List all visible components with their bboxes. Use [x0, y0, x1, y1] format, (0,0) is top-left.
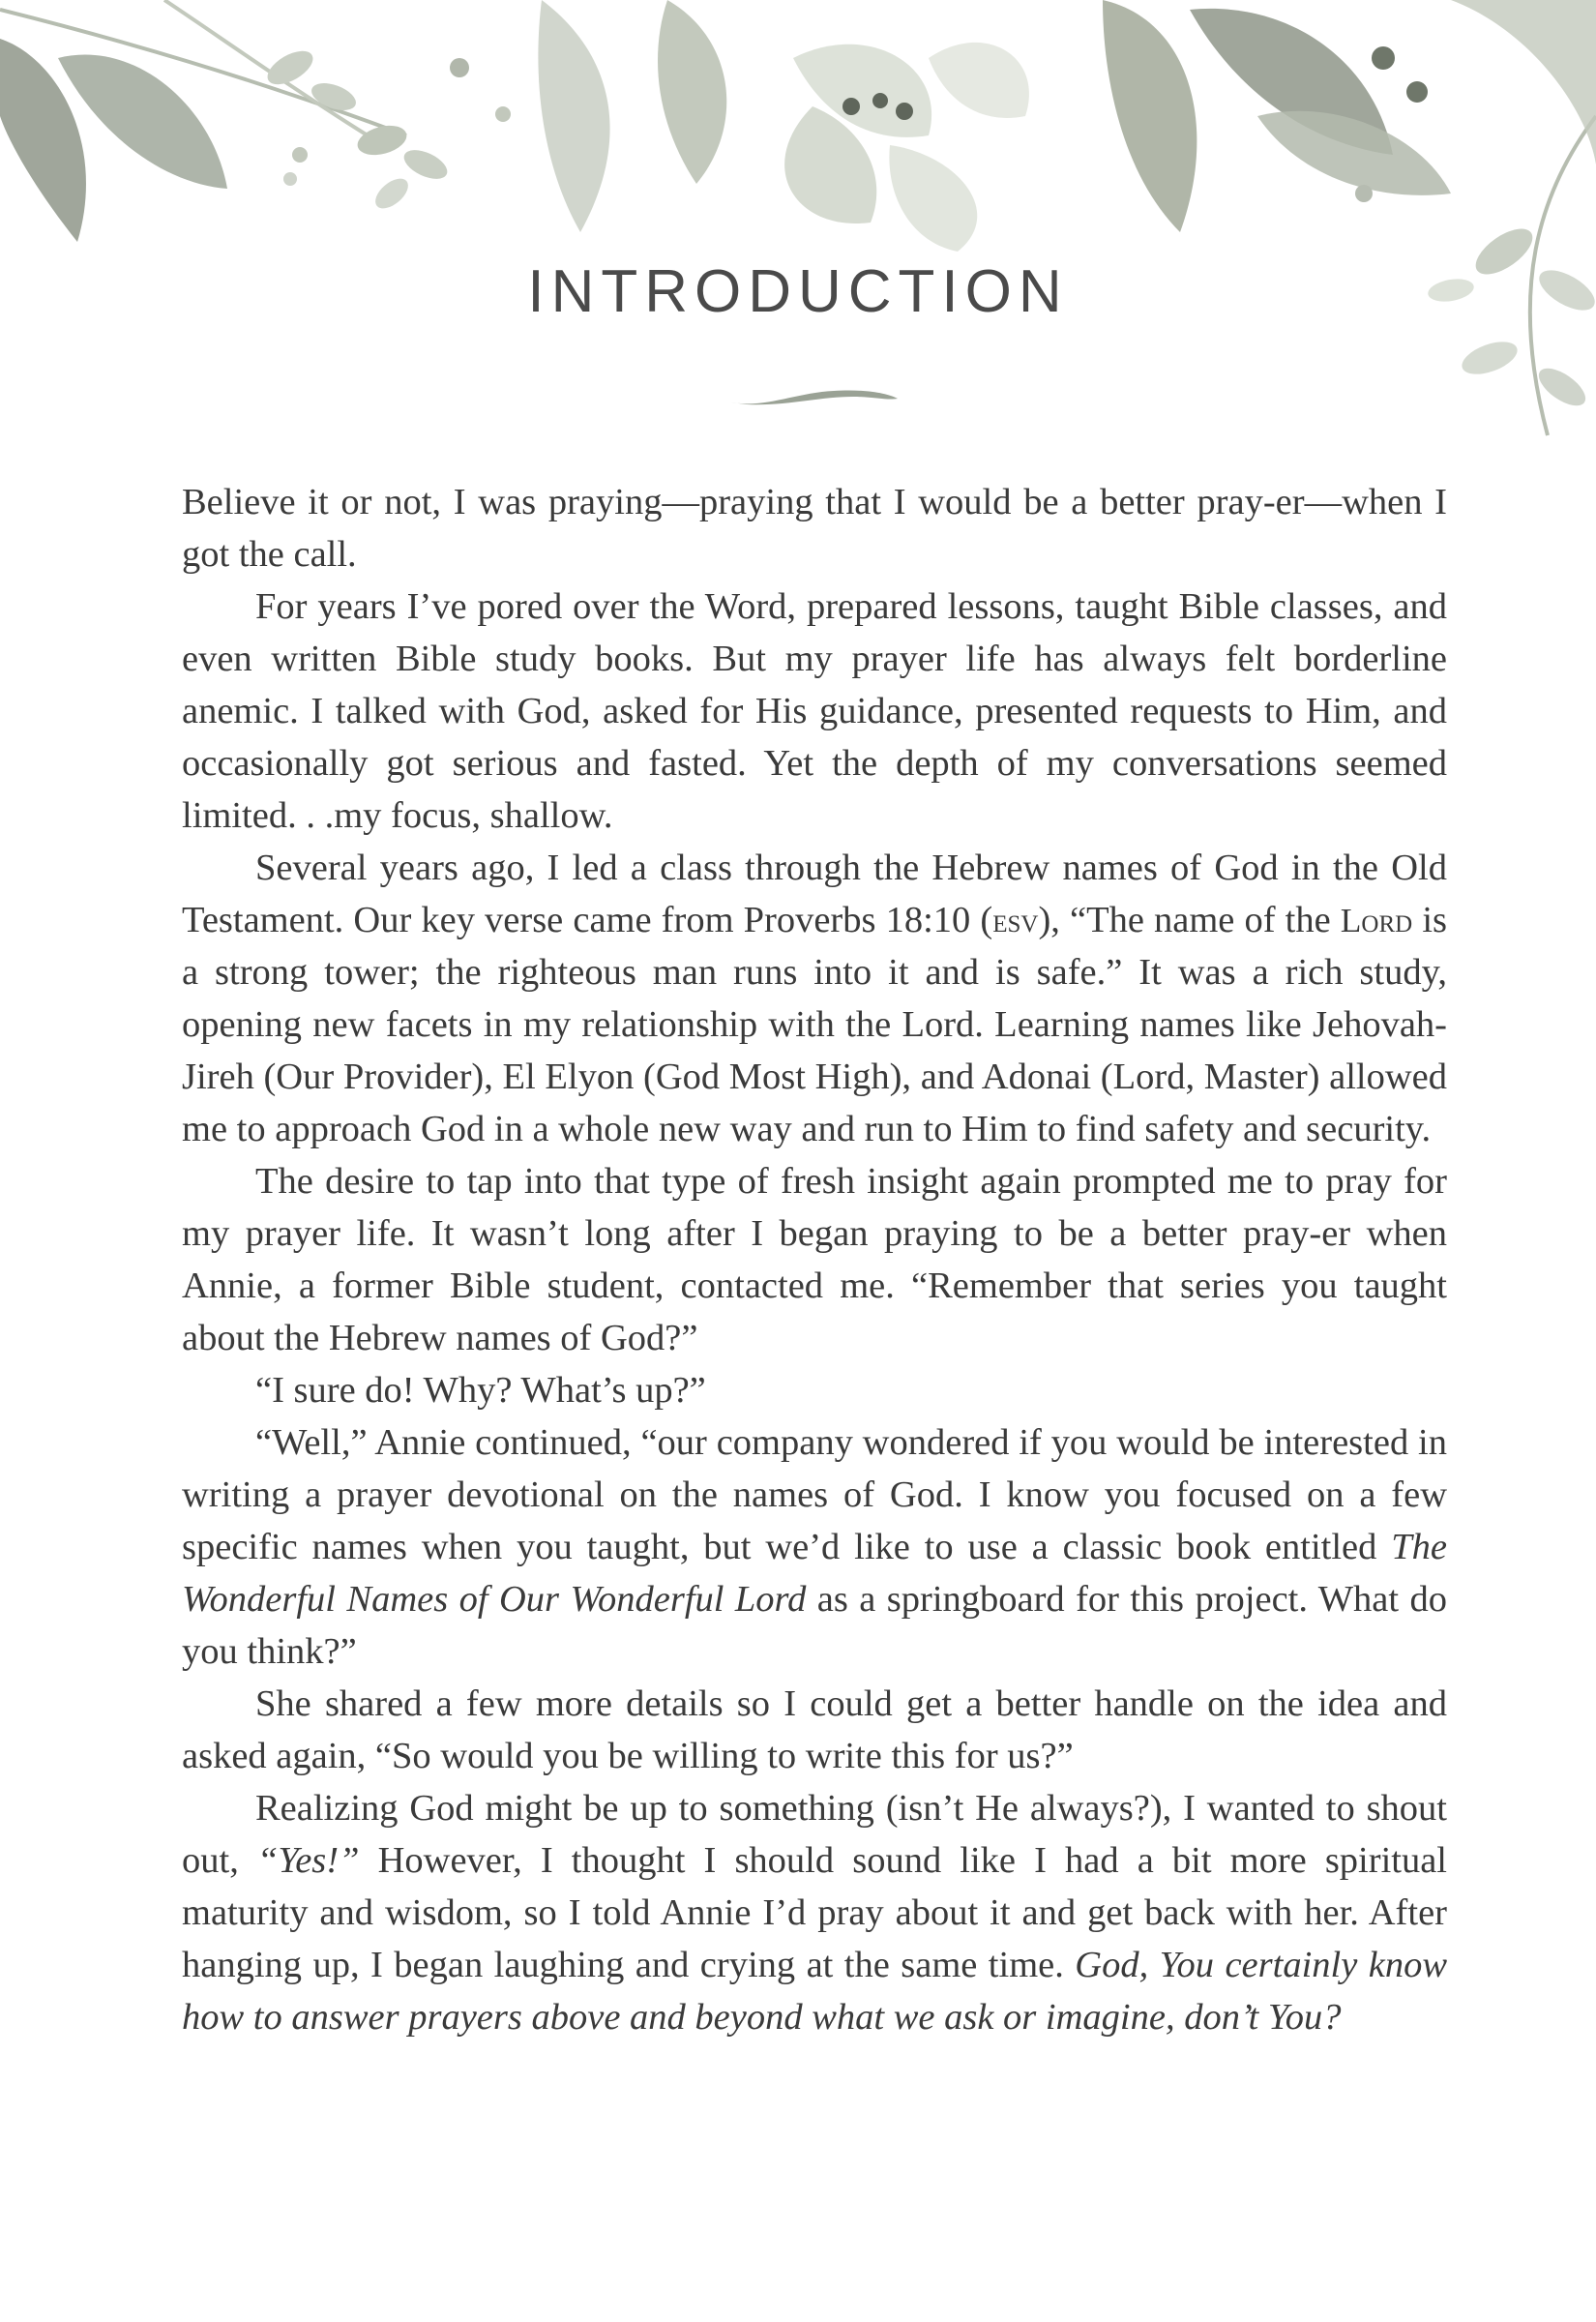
- leaf-shape: [1451, 0, 1596, 164]
- berry-dot: [450, 58, 469, 77]
- paragraph-3-part-a: Several years ago, I led a class through the Hebrew names of God in the Old Testament. Our key verse came from Proverbs 18:10 (: [182, 848, 1447, 940]
- paragraph-1: Believe it or not, I was praying—praying that I would be a better pray-er—when I got the call.: [182, 482, 1447, 575]
- berry-dot: [283, 172, 297, 186]
- leaf-shape: [1458, 336, 1522, 381]
- book-title: The Wonderful Names of Our Wonderful Lord: [182, 1527, 1447, 1620]
- paragraph-5: “I sure do! Why? What’s up?”: [255, 1370, 706, 1411]
- leaf-shape: [399, 144, 452, 185]
- leaf-shape: [538, 0, 609, 232]
- paragraph-4: The desire to tap into that type of fresh insight again prompted me to pray for my prayer life. It wasn’t long after I began praying to be a better pray-er when Annie, a former Bible student, contacted me. “Remember that series you taught about the Hebrew names of God?”: [182, 1161, 1447, 1358]
- berry-dot: [1406, 81, 1428, 103]
- leaf-shape: [1103, 0, 1197, 232]
- paragraph-7: She shared a few more details so I could get a better handle on the idea and asked again, “So would you be willing to write this for us?”: [182, 1683, 1447, 1776]
- lord-small-caps: Lord: [1340, 901, 1413, 939]
- paragraph-8-part-b: However, I thought I should sound like I had a bit more spiritual maturity and wisdom, so I told Annie I’d pray about it and get back with her. After hanging up, I began laughing and crying at the same time.: [182, 1840, 1447, 1985]
- paragraph-8-part-a: Realizing God might be up to something (isn’t He always?), I wanted to shout out,: [182, 1788, 1447, 1881]
- paragraph-3-part-c: is a strong tower; the righteous man runs into it and is safe.” It was a rich study, opening new facets in my relationship with the Lord. Learning names like Jehovah-Jireh (Our Provider), El Elyon (God Most High), and Adonai (Lord, Master) allowed me to approach God in a whole new way and run to Him to find safety and security.: [182, 900, 1447, 1149]
- stamen-dot: [896, 103, 913, 120]
- paragraph-8: [182, 1782, 1447, 2043]
- leaf-shape: [354, 121, 409, 161]
- page-title: INTRODUCTION: [527, 258, 1069, 325]
- introduction-body: [182, 476, 1447, 2043]
- berry-dot: [1355, 185, 1373, 202]
- flower-petal: [929, 43, 1029, 118]
- flower-petal: [889, 145, 977, 252]
- flourish-divider-icon: [727, 385, 901, 410]
- paragraph-3-part-b: ), “The name of the: [1038, 900, 1341, 940]
- berry-dot: [1372, 46, 1395, 70]
- esv-abbreviation: esv: [992, 901, 1039, 939]
- leaf-shape: [370, 173, 414, 215]
- paragraph-3: [182, 842, 1447, 1155]
- berry-dot: [495, 106, 511, 122]
- prayer-italic: God, You certainly know how to answer prayers above and beyond what we ask or imagine, don’t You?: [182, 1945, 1447, 2038]
- paragraph-6-part-a: “Well,” Annie continued, “our company wondered if you would be interested in writing a prayer devotional on the names of God. I know you focused on a few specific names when you taught, but we’d like to use a classic book entitled: [182, 1422, 1447, 1567]
- paragraph-6-part-b: as a springboard for this project. What do you think?”: [182, 1579, 1447, 1672]
- berry-dot: [292, 147, 308, 163]
- yes-emphasis: “Yes!”: [256, 1840, 360, 1881]
- leaf-shape: [658, 0, 726, 184]
- stamen-dot: [842, 98, 860, 115]
- paragraph-6: [182, 1416, 1447, 1678]
- leaf-shape: [1257, 111, 1451, 195]
- stamen-dot: [872, 93, 888, 108]
- paragraph-2: For years I’ve pored over the Word, prepared lessons, taught Bible classes, and even written Bible study books. But my prayer life has always felt borderline anemic. I talked with God, asked for His guidance, presented requests to Him, and occasionally got serious and fasted. Yet the depth of my conversations seemed limited. . .my focus, shallow.: [182, 586, 1447, 836]
